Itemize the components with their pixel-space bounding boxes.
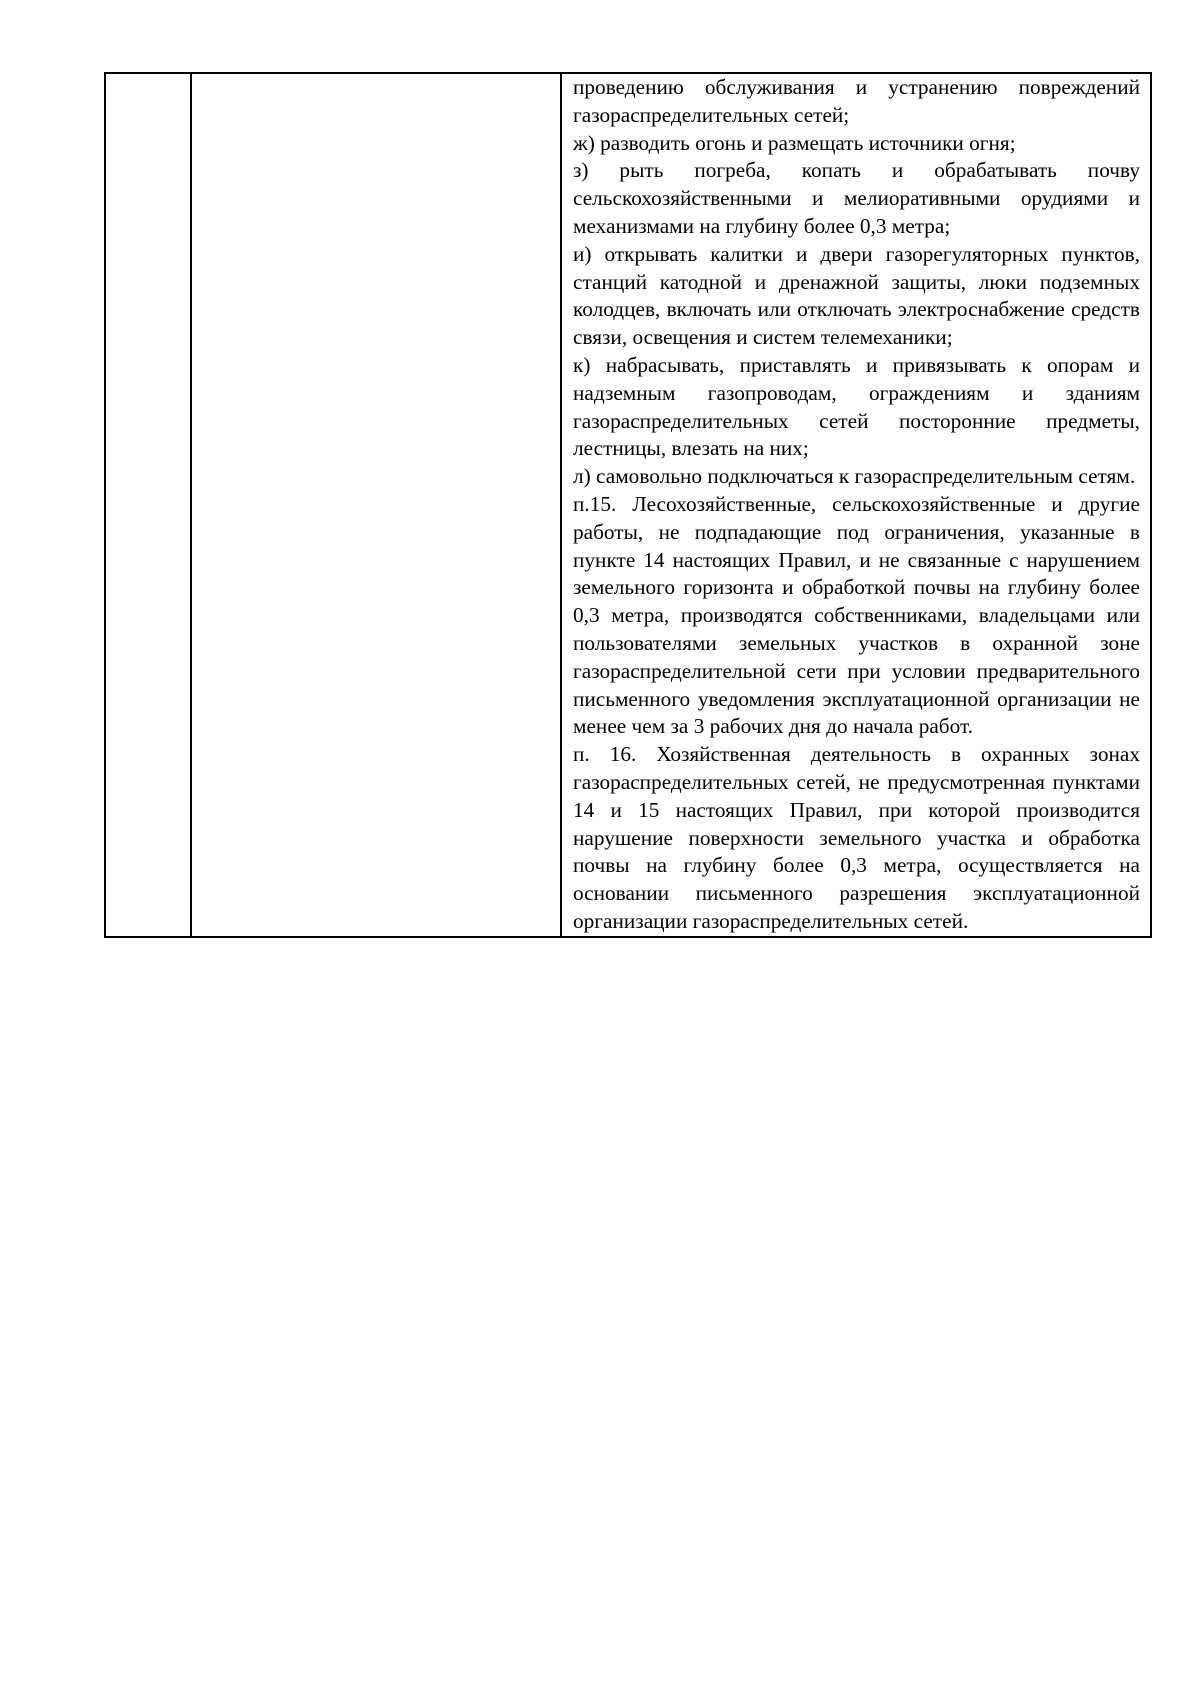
paragraph-item-l: л) самовольно подключаться к газораспределительным сетям. [573,464,1136,489]
regulation-table [104,72,1152,938]
name-cell [191,73,561,937]
table-row [105,73,1151,937]
paragraph-clause-15: п.15. Лесохозяйственные, сельскохозяйственные и другие работы, не подпадающие под ограничения, указанные в пункте 14 настоящих Правил, и не связанные с нарушением земельного горизонта и обработкой почвы на глубину более 0,3 метра, производятся собственниками, владельцами или пользователями земельных участков в охранной зоне газораспределительной сети при условии предварительного письменного уведомления эксплуатационной организации не менее чем за 3 рабочих дня до начала работ. [573,491,1140,739]
restrictions-text-cell [561,73,1151,937]
paragraph-item-z: з) рыть погреба, копать и обрабатывать почву сельскохозяйственными и мелиоративными орудиями и механизмами на глубину более 0,3 метра; [573,158,1140,238]
paragraph-continuation: проведению обслуживания и устранению повреждений газораспределительных сетей; [573,75,1140,127]
paragraph-item-k: к) набрасывать, приставлять и привязывать к опорам и надземным газопроводам, ограждениям и зданиям газораспределительных сетей посторонние предметы, лестницы, влезать на них; [573,352,1140,461]
paragraph-item-zh: ж) разводить огонь и размещать источники огня; [573,130,1016,155]
paragraph-clause-16: п. 16. Хозяйственная деятельность в охранных зонах газораспределительных сетей, не предусмотренная пунктами 14 и 15 настоящих Правил, при которой производится нарушение поверхности земельного участка и обработка почвы на глубину более 0,3 метра, осуществляется на основании письменного разрешения эксплуатационной организации газораспределительных сетей. [573,742,1140,933]
number-cell [105,73,191,937]
paragraph-item-i: и) открывать калитки и двери газорегуляторных пунктов, станций катодной и дренажной защиты, люки подземных колодцев, включать или отключать электроснабжение средств связи, освещения и систем телемеханики; [573,241,1140,350]
